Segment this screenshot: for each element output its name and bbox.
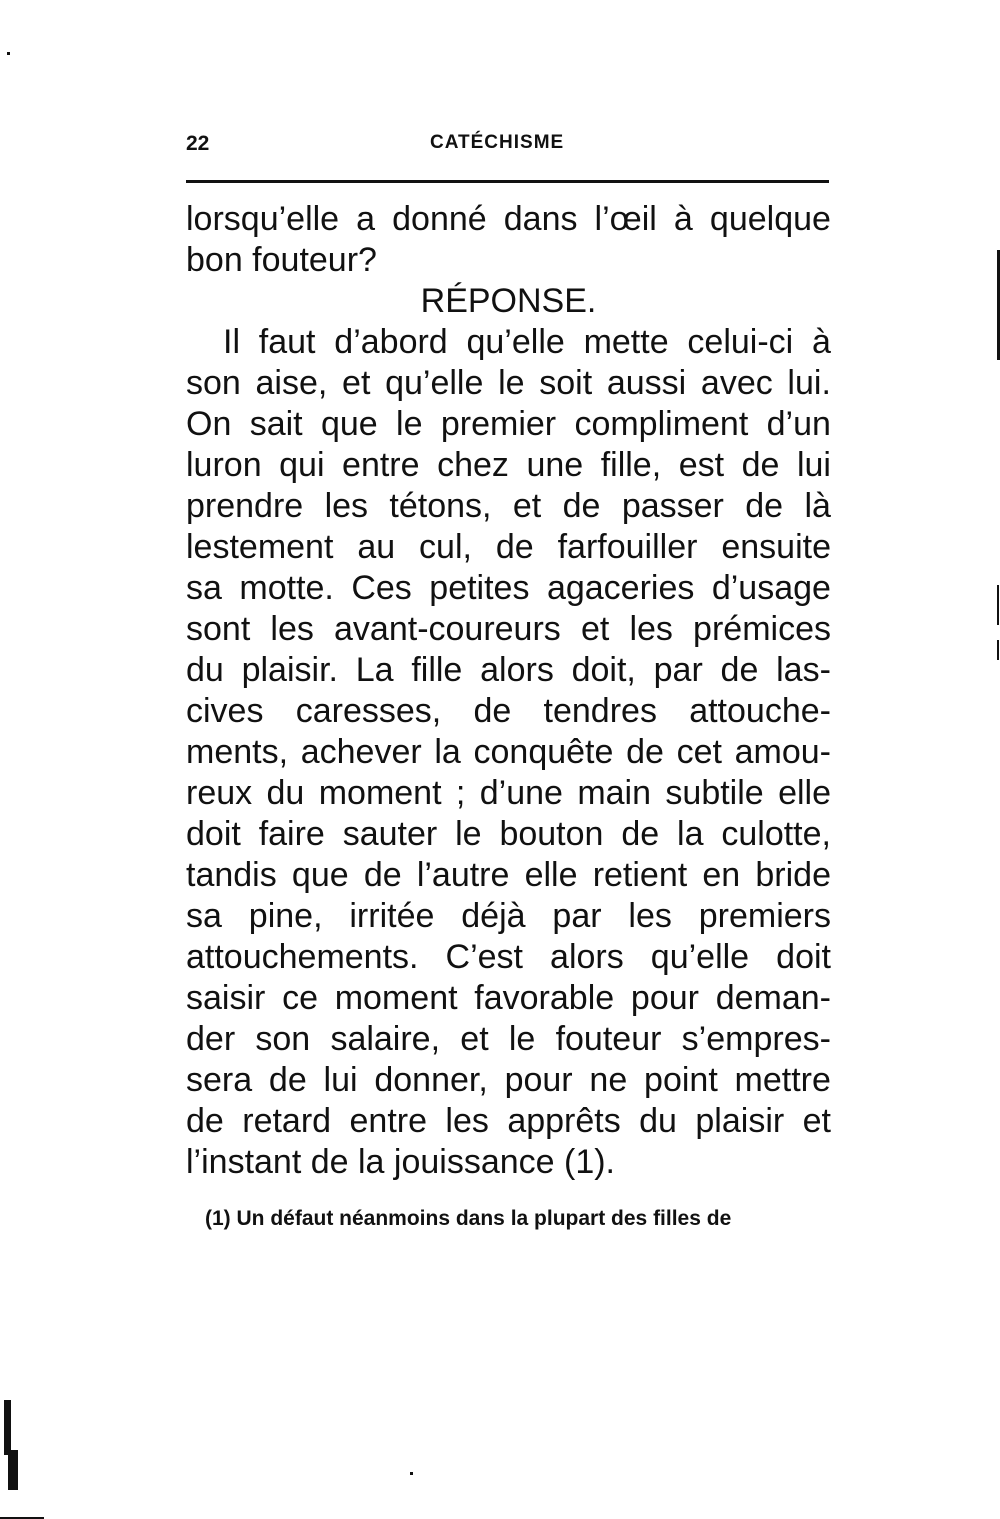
body-line: sera de lui donner, pour ne point mettre <box>186 1061 831 1099</box>
body-line: attouchements. C’est alors qu’elle doit <box>186 938 831 976</box>
body-line: ments, achever la conquête de cet amou- <box>186 733 831 771</box>
body-line: du plaisir. La fille alors doit, par de las- <box>186 651 831 689</box>
body-line: l’instant de la jouissance (1). <box>186 1143 616 1181</box>
body-line: On sait que le premier compliment d’un <box>186 405 831 443</box>
scan-edge-mark <box>997 640 999 660</box>
running-title: CATÉCHISME <box>430 132 565 153</box>
body-line: doit faire sauter le bouton de la culotte, <box>186 815 831 853</box>
body-line: sa pine, irritée déjà par les premiers <box>186 897 831 935</box>
body-line: sont les avant-coureurs et les prémices <box>186 610 831 648</box>
body-line: saisir ce moment favorable pour deman- <box>186 979 831 1017</box>
body-line: son aise, et qu’elle le soit aussi avec lui. <box>186 364 831 402</box>
scan-edge-mark <box>997 585 999 625</box>
body-line: prendre les tétons, et de passer de là <box>186 487 831 525</box>
scan-speck <box>7 52 10 55</box>
scan-corner-mark <box>4 1400 11 1455</box>
body-line: lorsqu’elle a donné dans l’œil à quelque <box>186 200 831 238</box>
page-number: 22 <box>186 132 210 155</box>
section-heading: RÉPONSE. <box>420 282 597 320</box>
body-line: sa motte. Ces petites agaceries d’usage <box>186 569 831 607</box>
body-line: cives caresses, de tendres attouche- <box>186 692 831 730</box>
header-rule <box>186 180 829 183</box>
body-text <box>186 199 831 1183</box>
body-line: de retard entre les apprêts du plaisir et <box>186 1102 831 1140</box>
body-line: bon fouteur? <box>186 241 377 279</box>
body-line: tandis que de l’autre elle retient en bride <box>186 856 831 894</box>
body-line: der son salaire, et le fouteur s’empres- <box>186 1020 831 1058</box>
footnote: (1) Un défaut néanmoins dans la plupart des filles de <box>205 1207 732 1230</box>
body-line: luron qui entre chez une fille, est de lui <box>186 446 831 484</box>
body-line: Il faut d’abord qu’elle mette celui-ci à <box>223 323 831 361</box>
scan-corner-mark <box>8 1450 18 1490</box>
body-line: reux du moment ; d’une main subtile elle <box>186 774 831 812</box>
body-line: lestement au cul, de farfouiller ensuite <box>186 528 831 566</box>
scan-speck <box>410 1472 413 1475</box>
